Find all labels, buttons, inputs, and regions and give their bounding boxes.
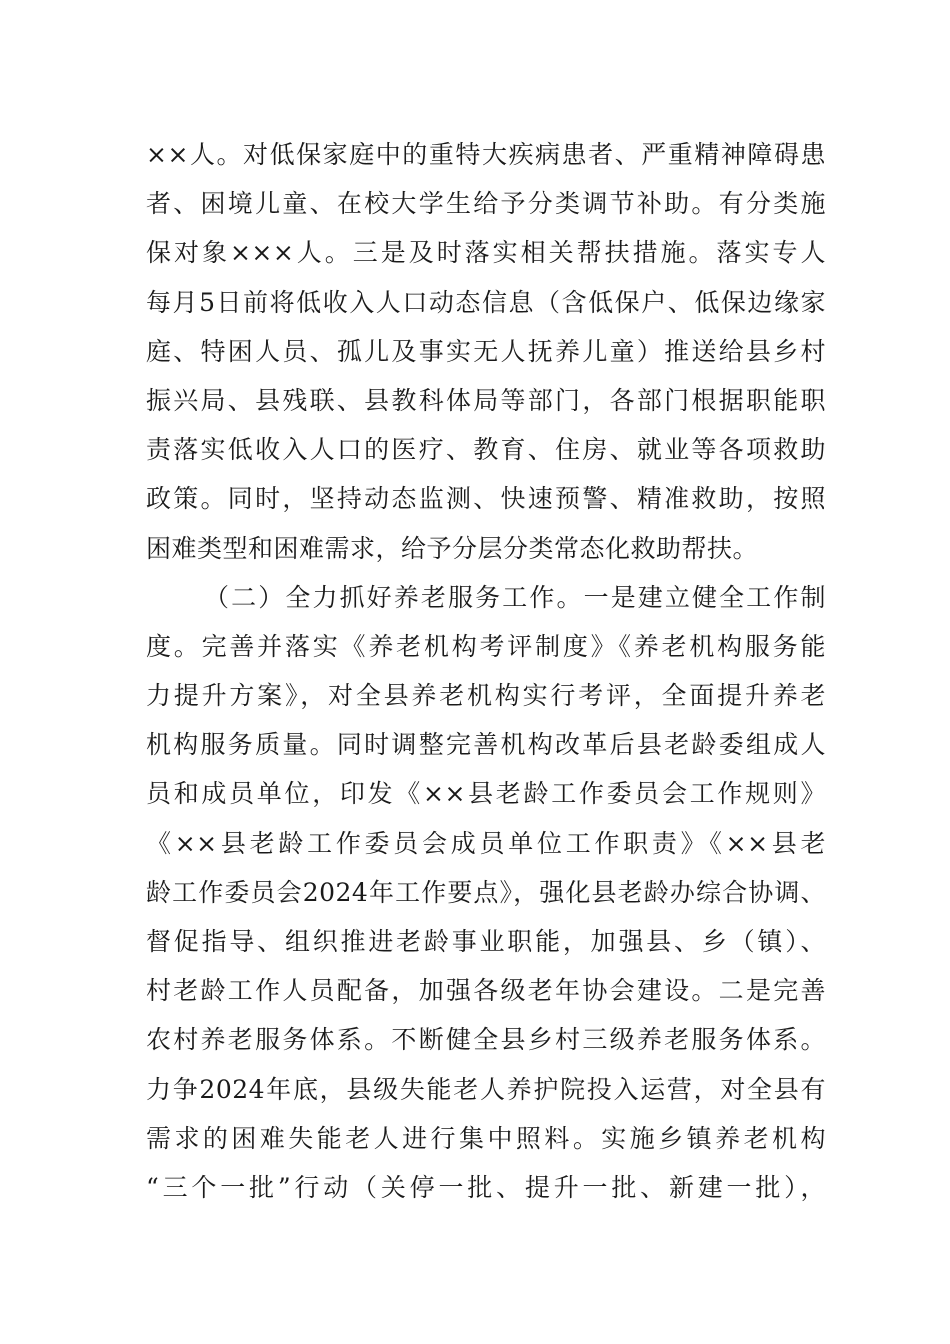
text-line: 员和成员单位，印发《××县老龄工作委员会工作规则》: [146, 779, 826, 809]
body-text: [146, 130, 826, 1212]
text-line: “三个一批”行动（关停一批、提升一批、新建一批），: [146, 1172, 826, 1202]
text-line: 力提升方案》，对全县养老机构实行考评，全面提升养老: [146, 681, 826, 711]
text-line: 龄工作委员会2024年工作要点》，强化县老龄办综合协调、: [146, 877, 826, 907]
text-line: 保对象×××人。三是及时落实相关帮扶措施。落实专人: [146, 238, 826, 268]
text-line: 机构服务质量。同时调整完善机构改革后县老龄委组成人: [146, 730, 826, 760]
text-line: 振兴局、县残联、县教科体局等部门，各部门根据职能职: [146, 385, 826, 415]
text-line: 村老龄工作人员配备，加强各级老年协会建设。二是完善: [146, 976, 826, 1006]
text-line: 政策。同时，坚持动态监测、快速预警、精准救助，按照: [146, 484, 826, 514]
text-line: 者、困境儿童、在校大学生给予分类调节补助。有分类施: [146, 189, 826, 219]
text-line: 需求的困难失能老人进行集中照料。实施乡镇养老机构: [146, 1123, 826, 1153]
text-line: 督促指导、组织推进老龄事业职能，加强县、乡（镇）、: [146, 927, 826, 956]
text-line: 困难类型和困难需求，给予分层分类常态化救助帮扶。: [146, 533, 759, 563]
text-line: 《××县老龄工作委员会成员单位工作职责》《××县老: [146, 828, 826, 858]
text-line: 力争2024年底，县级失能老人养护院投入运营，对全县有: [146, 1074, 826, 1104]
text-line: 责落实低收入人口的医疗、教育、住房、就业等各项救助: [146, 435, 826, 465]
text-line: ××人。对低保家庭中的重特大疾病患者、严重精神障碍患: [146, 140, 826, 169]
text-line: （二）全力抓好养老服务工作。一是建立健全工作制: [204, 582, 826, 612]
text-line: 度。完善并落实《养老机构考评制度》《养老机构服务能: [146, 631, 826, 661]
text-line: 每月5日前将低收入人口动态信息（含低保户、低保边缘家: [146, 287, 826, 317]
text-line: 庭、特困人员、孤儿及事实无人抚养儿童）推送给县乡村: [146, 336, 826, 366]
text-line: 农村养老服务体系。不断健全县乡村三级养老服务体系。: [146, 1025, 826, 1055]
